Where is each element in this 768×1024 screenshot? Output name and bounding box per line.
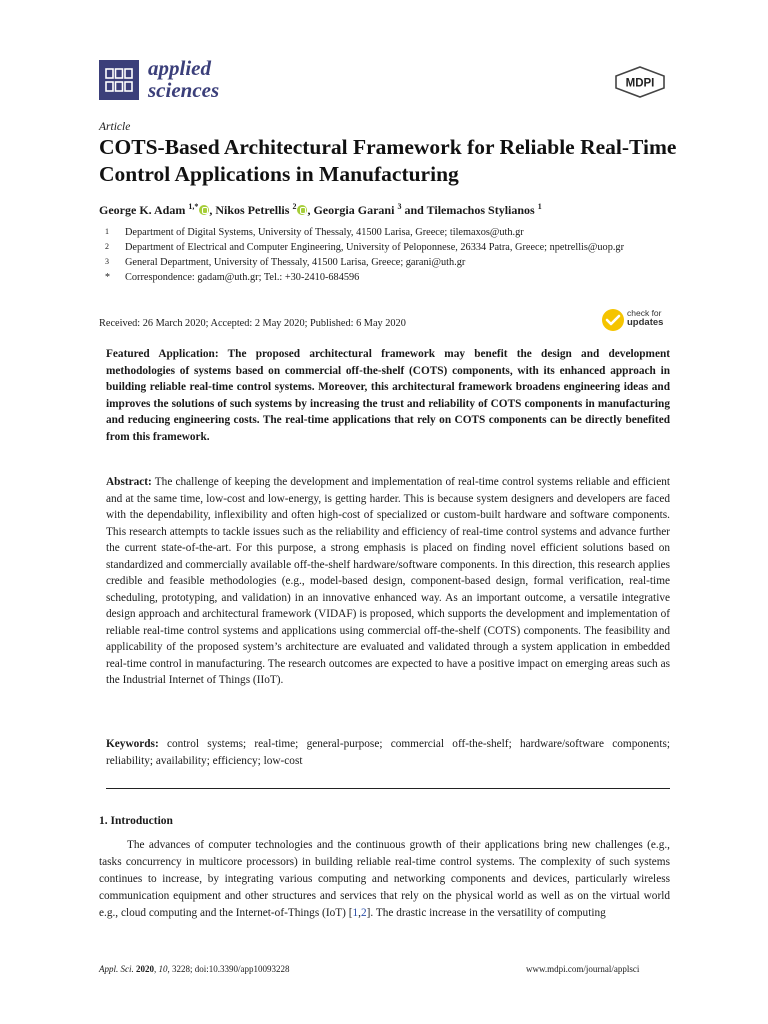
abstract-label: Abstract: [106,476,152,488]
author-separator: , [209,203,216,217]
mdpi-logo[interactable] [612,66,668,98]
featured-application: Featured Application: The proposed architectural framework may benefit the design and development methodologies of systems based on commercial off-the-shelf (COTS) components, with its enhanced approach in building reliable real-time control systems. Moreover, this architectural framework broadens engineering ideas and improves the solutions of such systems by increasing the trust and reliability of COTS components in manufacturing and reducing engineering costs. The real-time applications that rely on COTS components can be directly benefited from this framework. [106,348,670,443]
intro-text: The advances of computer technologies and the continuous growth of their applications bring new challenges (e.g., tasks concurrency in multicore processors) in building reliable real-time control systems. The complexity of such systems continues to increase, by integrating various computing and networking components and devices, particularly wireless communication equipment and other structures and services that rely on the physical world as well as on the virtual world e.g., cloud computing and the Internet-of-Things (IoT) [ [99,839,670,919]
citation-separator: , [358,907,361,919]
paper-title: COTS-Based Architectural Framework for Reliable Real-Time Control Applications in Manufacturing [99,135,677,186]
affiliations [99,225,679,285]
orcid-icon[interactable] [199,205,209,215]
affiliation-item [99,255,679,270]
author-separator: and [401,203,427,217]
affiliation-marker: 2 [105,242,109,251]
journal-name-line1: applied [148,56,211,80]
affiliation-item [99,270,679,285]
footer-journal-abbrev: Appl. Sci. [99,964,134,974]
affiliation-marker: * [105,272,110,283]
journal-logo-icon [99,60,139,100]
keywords-label: Keywords: [106,738,159,750]
author-name[interactable]: Tilemachos Stylianos [426,203,535,217]
author-affiliation-sup: 2 [292,202,297,211]
journal-name-line2: sciences [148,78,220,102]
author-list [99,203,699,218]
affiliation-item [99,225,679,240]
author-affiliation-sup: 1,* [188,202,199,211]
footer-journal-url[interactable]: www.mdpi.com/journal/applsci [526,964,640,974]
article-type-label: Article [99,121,131,133]
affiliation-marker: 3 [105,257,109,266]
orcid-icon[interactable] [297,205,307,215]
keywords [106,736,670,769]
author-name[interactable]: George K. Adam [99,203,186,217]
affiliation-marker: 1 [105,227,109,236]
footer-doi[interactable]: , 3228; doi:10.3390/app10093228 [167,964,290,974]
footer-year: 2020 [136,964,154,974]
affiliation-text: Department of Electrical and Computer Engineering, University of Peloponnese, 26334 Patra, Greece; npetrellis@uop.gr [125,242,625,253]
keywords-text: control systems; real-time; general-purpose; commercial off-the-shelf; hardware/software components; reliability; availability; efficiency; low-cost [106,738,670,767]
correspondence-text: Correspondence: gadam@uth.gr; Tel.: +30-2410-684596 [125,272,360,283]
introduction-paragraph [99,837,670,922]
section-divider [106,788,670,789]
author-separator: , [307,203,314,217]
check-for-updates-label[interactable] [627,309,663,327]
footer-volume: 10 [158,964,168,974]
check-for-updates-line2: updates [627,317,664,328]
publication-dates: Received: 26 March 2020; Accepted: 2 May 2020; Published: 6 May 2020 [99,318,406,329]
section-heading: 1. Introduction [99,815,173,827]
abstract [106,474,670,689]
author-name[interactable]: Nikos Petrellis [215,203,290,217]
publisher-name: MDPI [625,77,655,90]
journal-name[interactable] [148,57,219,101]
affiliation-text: General Department, University of Thessaly, 41500 Larisa, Greece; garani@uth.gr [125,257,466,268]
citation-link[interactable]: 2 [360,907,367,919]
footer-citation: Appl. Sci. 2020, 10, 3228; doi:10.3390/app10093228 [99,964,290,974]
affiliation-item [99,240,679,255]
author-name[interactable]: Georgia Garani [313,203,395,217]
check-for-updates-line1: check for [627,308,662,318]
abstract-text: The challenge of keeping the development and implementation of real-time control systems reliable and efficient and at the same time, low-cost and low-energy, is getting harder. This is because system designers and developers are faced with the dependability, inflexibility and often high-cost of specialized or custom-built hardware and software components. This research attempts to tackle issues such as the reliability and efficiency of real-time control systems and advance further the current state-of-the-art. For this purpose, a strong emphasis is placed on finding novel efficient solutions based on standardized and commercially available off-the-shelf hardware/software components. In this direction, this research applies credible and feasible methodologies (e.g., model-based design, component-based design, formal verification, real-time scheduling, prototyping, and validation) in an innovative enhanced way. As an important outcome, a versatile integrative design approach and architectural framework (VIDAF) is proposed, which supports the development and implementation of reliable real-time control systems and applications using commercial off-the-shelf (COTS) components. The feasibility and applicability of the proposed system’s architecture are evaluated and validated through a system application in embedded real-time control in manufacturing. The research outcomes are expected to have a positive impact on emerging areas such as the Industrial Internet of Things (IIoT). [106,476,670,686]
author-affiliation-sup: 1 [537,202,542,211]
affiliation-text: Department of Digital Systems, University of Thessaly, 41500 Larisa, Greece; tilemaxos@uth.gr [125,227,524,238]
citation-link[interactable]: 1 [352,907,359,919]
intro-text: ]. The drastic increase in the versatility of computing [366,907,606,919]
author-affiliation-sup: 3 [397,202,402,211]
